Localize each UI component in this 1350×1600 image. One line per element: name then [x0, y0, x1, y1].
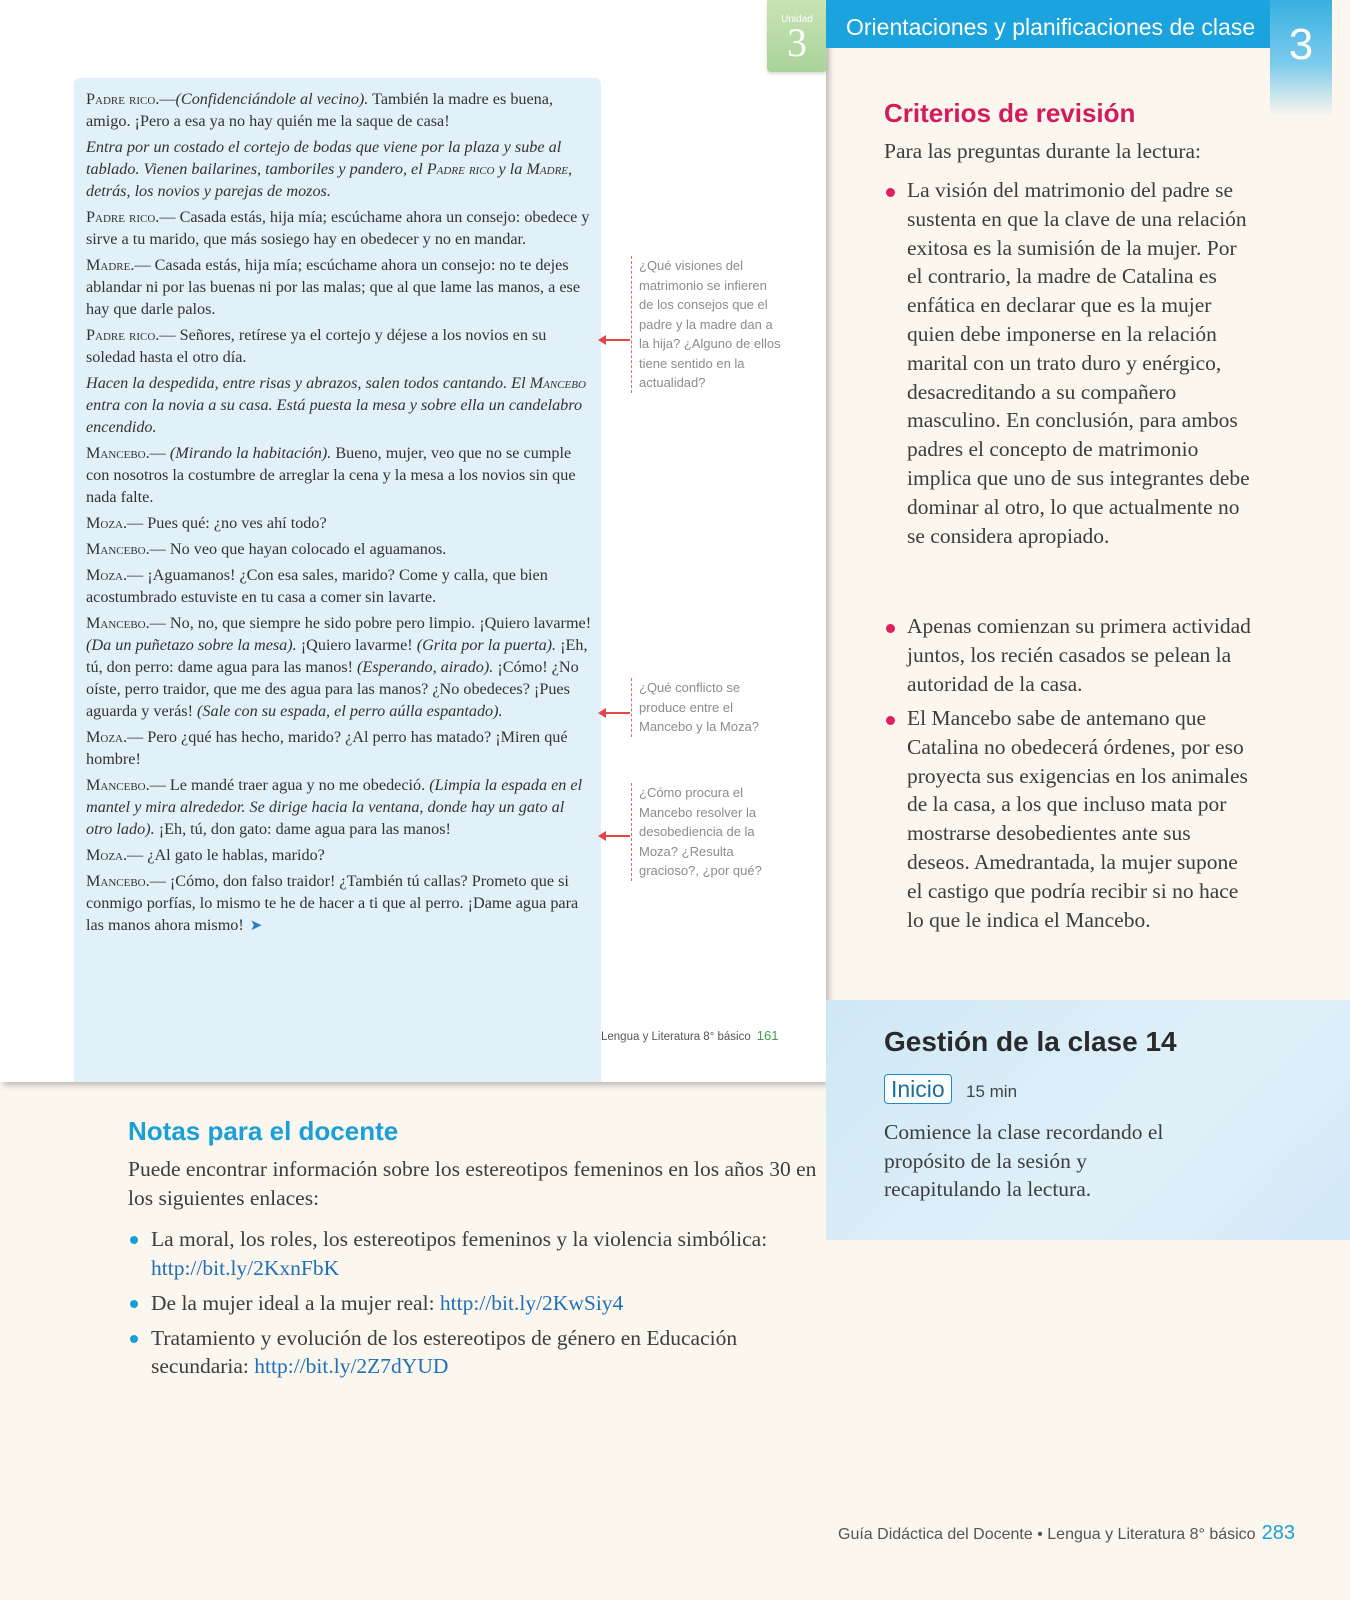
- chapter-tab: [1270, 0, 1332, 116]
- script-line: Moza.— ¡Aguamanos! ¿Con esa sales, marido? Come y calla, que bien acostumbrado estuviste en tu casa a comer sin lavarte.: [86, 566, 548, 606]
- resource-link[interactable]: http://bit.ly/2KxnFbK: [151, 1256, 340, 1281]
- margin-question: ¿Qué conflicto se produce entre el Mancebo y la Moza?: [631, 678, 781, 737]
- notas-intro: Puede encontrar información sobre los estereotipos femeninos en los años 30 en los siguientes enlaces:: [128, 1157, 817, 1210]
- book-footer: Lengua y Literatura 8° básico 161: [601, 1028, 779, 1043]
- margin-question: ¿Qué visiones del matrimonio se infieren de los consejos que el padre y la madre dan a la hija? ¿Alguno de ellos tiene sentido en la actualidad?: [631, 256, 781, 393]
- script-line: Madre.— Casada estás, hija mía; escúchame ahora un consejo: no te dejes ablandar ni por las buenas ni por las malas; que al que lame las manos, a ese hay que darle palos.: [86, 256, 581, 318]
- gestion-title: Gestión de la clase 14: [884, 1026, 1177, 1057]
- unit-tab: [767, 0, 827, 72]
- script-line: Padre rico.— Casada estás, hija mía; escúchame ahora un consejo: obedece y sirve a tu marido, que más sosiego hay en obedecer y no en mandar.: [86, 208, 590, 248]
- list-item: Apenas comienzan su primera actividad juntos, los recién casados se pelean la autoridad de la casa.: [884, 612, 1254, 698]
- arrow-left-icon: [600, 835, 630, 837]
- page-footer: Guía Didáctica del Docente • Lengua y Literatura 8° básico 283: [838, 1522, 1295, 1544]
- margin-question: ¿Cómo procura el Mancebo resolver la desobediencia de la Moza? ¿Resulta gracioso?, ¿por qué?: [631, 783, 781, 881]
- script-line: Mancebo.— ¡Cómo, don falso traidor! ¿También tú callas? Prometo que si conmigo porfías, lo mismo te he de hacer a ti que al perro. ¡Dame agua para las manos ahora mismo! ➤: [86, 872, 579, 934]
- notas-title: Notas para el docente: [128, 1116, 399, 1146]
- arrow-left-icon: [600, 712, 630, 714]
- criterios-section: [884, 98, 1254, 932]
- inicio-time: 15 min: [966, 1082, 1018, 1101]
- script-line: Moza.— Pero ¿qué has hecho, marido? ¿Al perro has matado? ¡Miren qué hombre!: [86, 728, 568, 768]
- header-title: Orientaciones y planificaciones de clase: [846, 14, 1256, 40]
- script-line: Mancebo.— No, no, que siempre he sido pobre pero limpio. ¡Quiero lavarme! (Da un puñetazo sobre la mesa). ¡Quiero lavarme! (Grita por la puerta). ¡Eh, tú, don perro: dame agua para las manos! (Esperando, airado). ¡Cómo! ¿No oíste, perro traidor, que me des agua para las manos? ¿No obedeces? ¡Pues aguarda y verás! (Sale con su espada, el perro aúlla espantado).: [86, 614, 592, 720]
- criterios-intro: Para las preguntas durante la lectura:: [884, 139, 1201, 163]
- script-line: Mancebo.— Le mandé traer agua y no me obedeció. (Limpia la espada en el mantel y mira alrededor. Se dirige hacia la ventana, donde hay un gato al otro lado). ¡Eh, tú, don gato: dame agua para las manos!: [86, 776, 583, 838]
- student-book-page: [0, 0, 826, 1082]
- script-line: Padre rico.— Señores, retírese ya el cortejo y déjese a los novios en su soledad hasta el otro día.: [86, 326, 547, 366]
- list-item: La visión del matrimonio del padre se sustenta en que la clave de una relación exitosa es la sumisión de la mujer. Por el contrario, la madre de Catalina es enfática en declarar que es la mujer quien debe imponerse en la relación marital con un trato duro y enérgico, desacreditando a su compañero masculino. En conclusión, para ambos padres el concepto de matrimonio implica que uno de sus integrantes debe dominar al otro, lo que actualmente no se considera apropiado.: [884, 176, 1254, 550]
- list-item: De la mujer ideal a la mujer real: http://bit.ly/2KwSiy4: [128, 1289, 828, 1318]
- resource-link[interactable]: http://bit.ly/2KwSiy4: [439, 1290, 624, 1315]
- stage-direction: Entra por un costado el cortejo de bodas que viene por la plaza y sube al tablado. Vienen bailarines, tamboriles y pandero, el Padre rico y la Madre, detrás, los novios y parejas de mozos.: [86, 138, 573, 200]
- notas-list: [128, 1225, 828, 1381]
- script-line: Mancebo.— No veo que hayan colocado el aguamanos.: [86, 540, 447, 558]
- list-item: Tratamiento y evolución de los estereotipos de género en Educación secundaria: http://bit.ly/2Z7dYUD: [128, 1324, 828, 1381]
- script-line: Moza.— Pues qué: ¿no ves ahí todo?: [86, 514, 327, 532]
- list-item: La moral, los roles, los estereotipos femeninos y la violencia simbólica: http://bit.ly/2KxnFbK: [128, 1225, 828, 1282]
- chapter-number: 3: [1288, 20, 1314, 69]
- continue-arrow-icon: ➤: [249, 918, 263, 934]
- gestion-panel: [826, 1000, 1350, 1240]
- resource-link[interactable]: http://bit.ly/2Z7dYUD: [254, 1354, 449, 1379]
- page-number: 283: [1261, 1522, 1295, 1544]
- script-line: Padre rico.—(Confidenciándole al vecino). También la madre es buena, amigo. ¡Pero a esa ya no hay quién me la saque de casa!: [86, 90, 554, 130]
- script-line: Moza.— ¿Al gato le hablas, marido?: [86, 846, 325, 864]
- unit-number: 3: [787, 20, 807, 65]
- play-script: [86, 88, 594, 941]
- script-line: Mancebo.— (Mirando la habitación). Bueno, mujer, veo que no se cumple con nosotros la costumbre de arreglar la cena y la mesa a los novios sin que nada falte.: [86, 444, 576, 506]
- gestion-text: Comience la clase recordando el propósito de la sesión y recapitulando la lectura.: [884, 1120, 1164, 1201]
- list-item: El Mancebo sabe de antemano que Catalina no obedecerá órdenes, por eso proyecta sus exigencias en los animales de la casa, a los que incluso mata por mostrarse desobedientes ante sus deseos. Amedrantada, la mujer supone el castigo que podría recibir si no hace lo que le indica el Mancebo.: [884, 704, 1254, 934]
- unit-label: Unidad: [781, 14, 813, 25]
- book-page-number: 161: [756, 1028, 779, 1043]
- header-bar: [826, 0, 1270, 48]
- criterios-title: Criterios de revisión: [884, 98, 1136, 128]
- arrow-left-icon: [600, 339, 630, 341]
- notas-section: [128, 1116, 828, 1387]
- stage-direction: Hacen la despedida, entre risas y abrazos, salen todos cantando. El Mancebo entra con la novia a su casa. Está puesta la mesa y sobre ella un candelabro encendido.: [86, 374, 586, 436]
- inicio-badge: Inicio: [884, 1074, 952, 1104]
